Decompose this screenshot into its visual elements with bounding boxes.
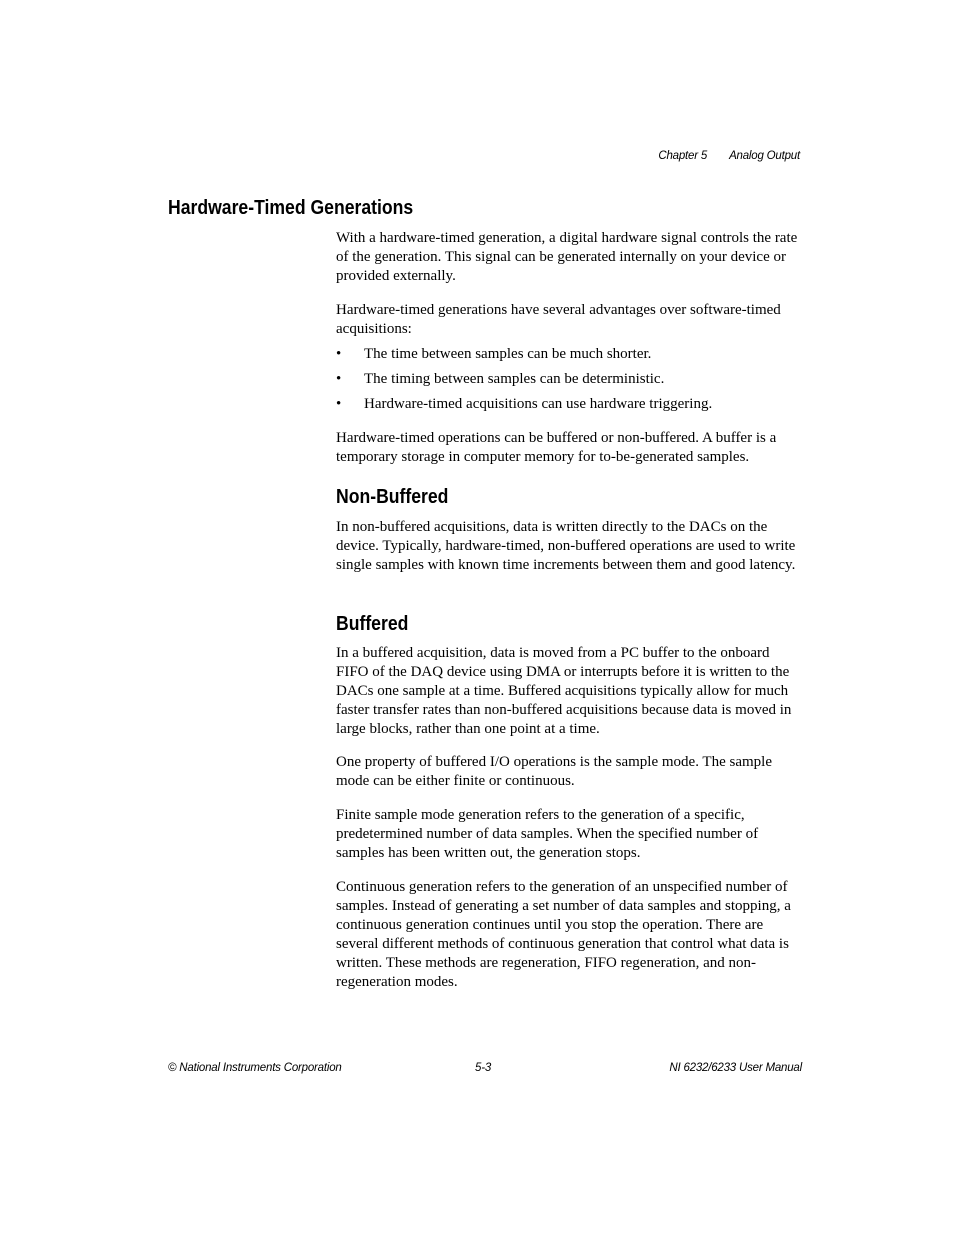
list-item — [336, 345, 802, 370]
section-title: Hardware-Timed Generations — [168, 197, 414, 219]
chapter-label: Chapter 5 — [658, 150, 708, 162]
list-item-text: The time between samples can be much shorter. — [364, 346, 652, 362]
list-item-text: Hardware-timed acquisitions can use hardware triggering. — [364, 396, 713, 412]
buffered-paragraph-4: Continuous generation refers to the generation of an unspecified number of samples. Instead of generating a set number of data samples and stopping, a continuous generation continues until you stop the operation. There are several different methods of continuous generation that control what data is written. These methods are regeneration, FIFO regeneration, and non-regeneration modes. — [336, 879, 791, 990]
bullet-icon: • — [336, 371, 342, 387]
list-item — [336, 395, 802, 420]
buffered-heading: Buffered — [336, 613, 409, 635]
intro-paragraph-2: Hardware-timed generations have several advantages over software-timed acquisitions: — [336, 302, 781, 337]
running-header — [658, 150, 800, 162]
buffer-definition-paragraph: Hardware-timed operations can be buffered or non-buffered. A buffer is a temporary storage in computer memory for to-be-generated samples. — [336, 430, 777, 465]
list-item-text: The timing between samples can be deterministic. — [364, 371, 665, 387]
buffered-paragraph-2: One property of buffered I/O operations is the sample mode. The sample mode can be either finite or continuous. — [336, 754, 772, 789]
footer-manual-title: NI 6232/6233 User Manual — [669, 1062, 802, 1074]
non-buffered-heading: Non-Buffered — [336, 486, 449, 508]
non-buffered-paragraph: In non-buffered acquisitions, data is written directly to the DACs on the device. Typically, hardware-timed, non-buffered operations are used to write single samples with known time increments between them and good latency. — [336, 519, 796, 573]
list-item — [336, 370, 802, 395]
advantages-list — [336, 345, 802, 420]
buffered-paragraph-3: Finite sample mode generation refers to the generation of a specific, predetermined number of data samples. When the specified number of samples has been written out, the generation stops. — [336, 807, 759, 861]
footer-copyright: © National Instruments Corporation — [168, 1062, 342, 1074]
intro-paragraph-1: With a hardware-timed generation, a digital hardware signal controls the rate of the generation. This signal can be generated internally on your device or provided externally. — [336, 230, 798, 284]
chapter-section-label: Analog Output — [729, 150, 800, 162]
buffered-paragraph-1: In a buffered acquisition, data is moved from a PC buffer to the onboard FIFO of the DAQ device using DMA or interrupts before it is written to the DACs one sample at a time. Buffered acquisitions typically allow for much faster transfer rates than non-buffered acquisitions because data is moved in large blocks, rather than one point at a time. — [336, 645, 792, 737]
page-number: 5-3 — [475, 1062, 492, 1074]
bullet-icon: • — [336, 396, 342, 412]
bullet-icon: • — [336, 346, 342, 362]
page-footer — [168, 1062, 802, 1078]
